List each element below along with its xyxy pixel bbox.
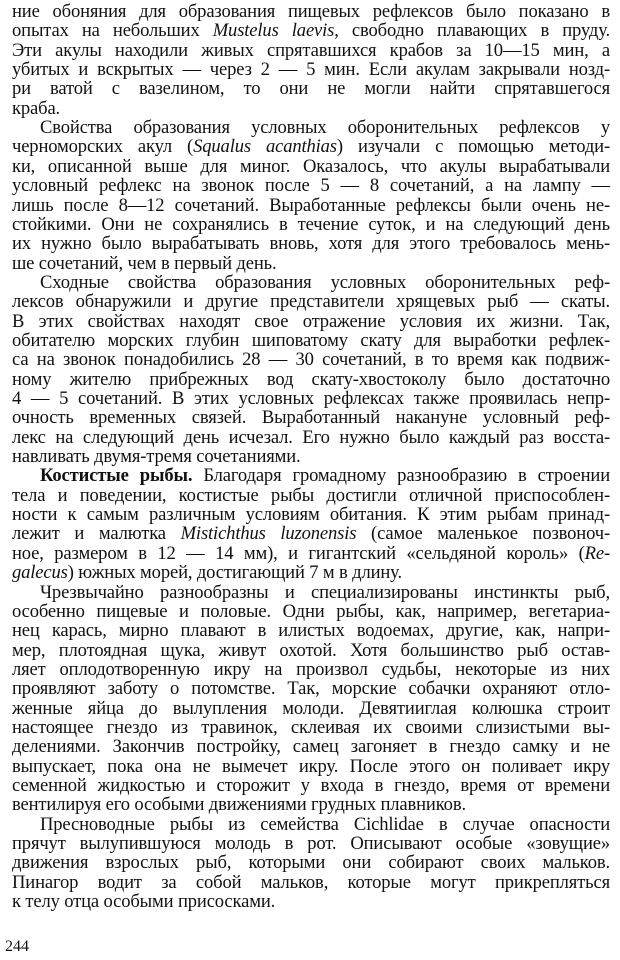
text-run: движения взрослых рыб, которыми они собирают своих мальков. — [12, 852, 610, 874]
text-run: са на звонок понадобились 28 — 30 сочетаний, в то время как подвиж- — [12, 349, 610, 371]
text-run: убитых и вскрытых — через 2 — 5 мин. Если акулам закрывали нозд- — [12, 59, 610, 81]
text-run: женные яйца до вылупления молоди. Девятииглая колюшка строит — [12, 697, 610, 719]
text-run: обитателю морских глубин шиповатому скату для выработки рефлек- — [12, 329, 610, 351]
text-run: прячут вылупившуюся молодь в рот. Описывают особые «зовущие» — [12, 833, 610, 855]
latin-name: Mustelus laevis — [212, 20, 335, 42]
text-run: Сходные свойства образования условных оборонительных реф- — [40, 271, 610, 293]
text-run: ) изучали с помощью методи- — [336, 136, 610, 158]
text-run: ше сочетаний, чем в первый день. — [12, 252, 277, 274]
text-run: настоящее гнездо из травинок, склеивая их своими слизистыми вы- — [12, 716, 610, 738]
text-run: мер, плотоядная щука, живут охотой. Хотя большинство рыб остав- — [12, 639, 610, 661]
text-run: тела и поведении, костистые рыбы достигли отличной приспособлен- — [12, 484, 610, 506]
text-run: Благодаря громадному разнообразию в строении — [192, 465, 611, 487]
text-run: Чрезвычайно разнообразны и специализированы инстинкты рыб, — [40, 581, 610, 603]
page-number: 244 — [5, 938, 29, 955]
text-run: Свойства образования условных оборонительных рефлексов у — [40, 117, 610, 139]
text-run: нец карась, мирно плавают в илистых водоемах, другие, как, напри- — [12, 620, 610, 642]
section-heading: Костистые рыбы. — [40, 465, 193, 487]
text-run: проявляют заботу о потомстве. Так, морские собачки охраняют отло- — [12, 678, 610, 700]
text-run: ному жителю прибрежных вод скату-хвостоколу было достаточно — [12, 368, 610, 390]
latin-name: galecus — [12, 562, 68, 584]
text-run: Эти акулы находили живых спрятавшихся крабов за 10—15 мин, а — [12, 39, 610, 61]
text-run: условный рефлекс на звонок после 5 — 8 сочетаний, а на лампу — — [12, 175, 610, 197]
text-run: Пинагор водит за собой мальков, которые могут прикрепляться — [12, 871, 610, 893]
text-run: делениями. Закончив постройку, самец загоняет в гнездо самку и не — [12, 736, 610, 758]
text-run: особенно пищевые и половые. Одни рыбы, как, например, вегетариа- — [12, 600, 610, 622]
text-run: , свободно плавающих в пруду. — [334, 20, 610, 42]
text-line — [12, 890, 610, 913]
text-run: вентилируя его особыми движениями грудных плавников. — [12, 794, 466, 816]
text-run: В этих свойствах находят свое отражение условия их жизни. Так, — [12, 310, 610, 332]
latin-name: Squalus acanthias — [193, 136, 337, 158]
text-run: ) южных морей, достигающий 7 м в длину. — [67, 562, 402, 584]
text-run: ки, описанной выше для миног. Оказалось, что акулы вырабатывали — [12, 155, 610, 177]
text-run: лишь после 8—12 сочетаний. Выработанные рефлексы были очень не- — [12, 194, 610, 216]
text-run: краба. — [12, 97, 61, 119]
text-run: лежит и малютка — [12, 523, 181, 545]
latin-name: Re- — [584, 542, 610, 564]
text-run: ние обоняния для образования пищевых рефлексов было показано в — [12, 1, 610, 22]
text-run: черноморских акул ( — [12, 136, 194, 158]
text-run: ляет оплодотворенную икру на произвол судьбы, некоторые из них — [12, 658, 610, 680]
text-run: ное, размером в 12 — 14 мм), и гигантский «сельдяной король» ( — [12, 542, 585, 564]
latin-name: Mistichthus luzonensis — [180, 523, 357, 545]
text-run: к телу отца особыми присосками. — [12, 891, 276, 913]
text-run: навливать двумя-тремя сочетаниями. — [12, 446, 301, 468]
text-run: лексов обнаружили и другие представители хрящевых рыб — скаты. — [12, 291, 610, 313]
text-run: семенной жидкостью и сторожит у входа в гнездо, время от времени — [12, 775, 610, 796]
text-run: лекс на следующий день исчезал. Его нужно было каждый раз восста- — [12, 426, 610, 448]
text-run: опытах на небольших — [12, 20, 213, 42]
text-run: стойкими. Они не сохранялись в течение суток, и на следующий день — [12, 213, 610, 235]
text-run: (самое маленькое позвоноч- — [356, 523, 610, 545]
text-run: 4 — 5 сочетаний. В этих условных рефлексах также проявилась непр- — [12, 388, 610, 409]
text-run: выпускает, пока она не вымечет икру. После этого он поливает икру — [12, 755, 610, 777]
text-run: ри ватой с вазелином, то они не могли найти спрятавшегося — [12, 78, 610, 100]
text-run: их нужно было вырабатывать вновь, хотя для этого требовалось мень- — [12, 233, 610, 255]
text-run: очность временных связей. Выработанный накануне условный реф- — [12, 407, 610, 429]
text-run: ности к самым различным условиям обитания. К этим рыбам принад- — [12, 504, 610, 526]
text-run: Пресноводные рыбы из семейства Cichlidae в случае опасности — [40, 813, 610, 835]
